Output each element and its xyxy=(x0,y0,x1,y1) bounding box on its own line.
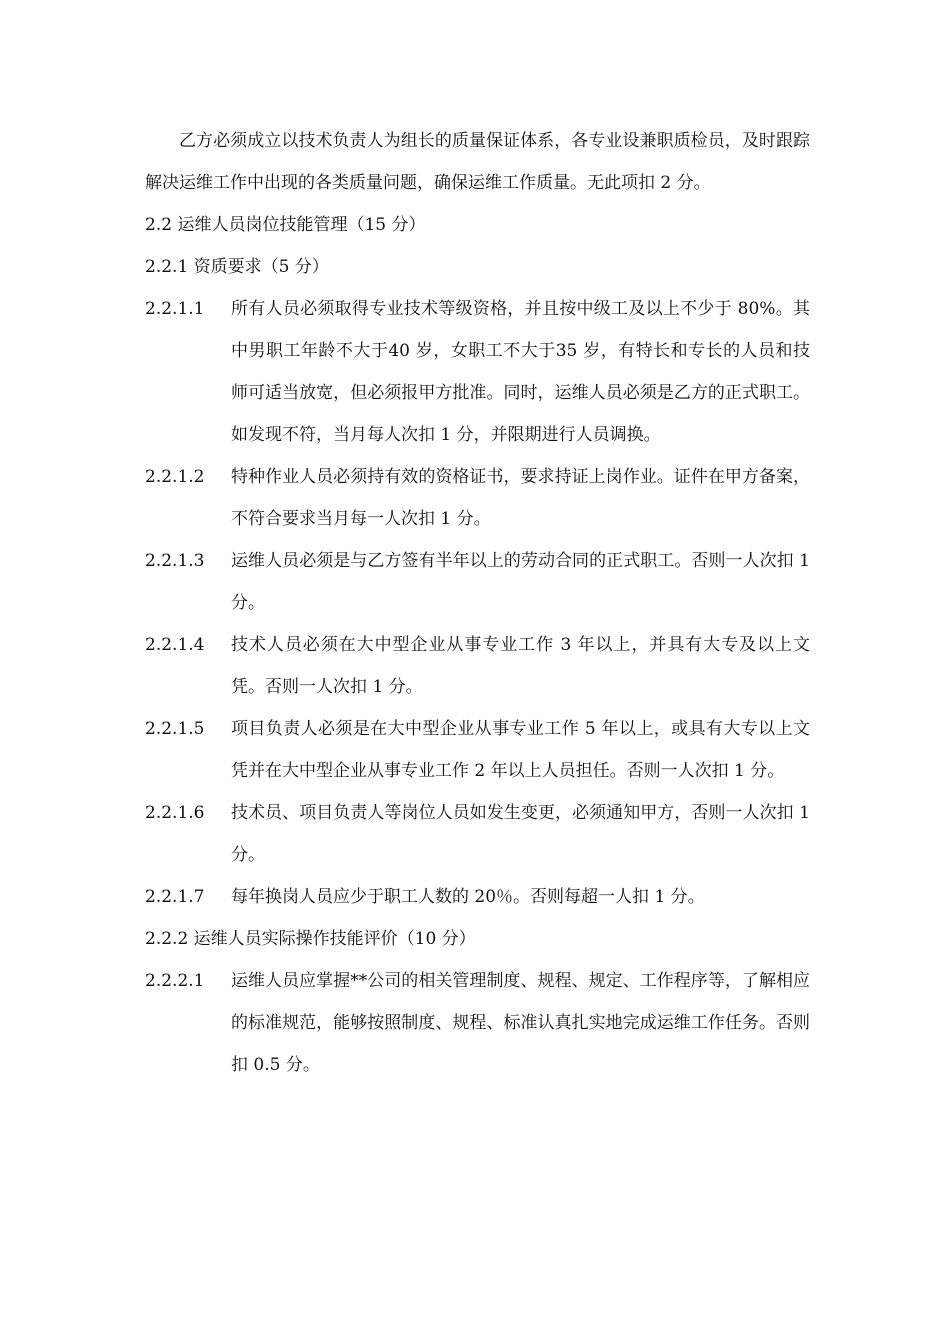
item-number: 2.2.1.6 xyxy=(145,803,205,823)
list-item-2-2-1-1 xyxy=(145,288,810,456)
document-body xyxy=(145,120,810,1086)
item-text: 所有人员必须取得专业技术等级资格，并且按中级工及以上不少于 80%。其中男职工年龄不大于40 岁，女职工不大于35 岁，有特长和专长的人员和技师可适当放宽，但必须报甲方批准。同时，运维人员必须是乙方的正式职工。如发现不符，当月每人次扣 1 分，并限期进行人员调换。 xyxy=(231,299,810,445)
item-text: 项目负责人必须是在大中型企业从事专业工作 5 年以上，或具有大专以上文凭并在大中型企业从事专业工作 2 年以上人员担任。否则一人次扣 1 分。 xyxy=(231,719,810,781)
list-item-2-2-1-6 xyxy=(145,792,810,876)
list-item-2-2-1-3 xyxy=(145,540,810,624)
item-number: 2.2.1.2 xyxy=(145,467,205,487)
item-number: 2.2.1.4 xyxy=(145,635,205,655)
item-number: 2.2.1.1 xyxy=(145,299,205,319)
list-item-2-2-1-4 xyxy=(145,624,810,708)
section-heading-2-2: 2.2 运维人员岗位技能管理（15 分） xyxy=(145,215,426,235)
item-text: 技术员、项目负责人等岗位人员如发生变更，必须通知甲方，否则一人次扣 1 分。 xyxy=(231,803,810,865)
item-text: 特种作业人员必须持有效的资格证书，要求持证上岗作业。证件在甲方备案，不符合要求当月每一人次扣 1 分。 xyxy=(231,467,810,529)
subsection-heading-2-2-1: 2.2.1 资质要求（5 分） xyxy=(145,257,329,277)
list-item-2-2-1-2 xyxy=(145,456,810,540)
list-item-2-2-1-5 xyxy=(145,708,810,792)
item-text: 技术人员必须在大中型企业从事专业工作 3 年以上，并具有大专及以上文凭。否则一人次扣 1 分。 xyxy=(231,635,810,697)
list-item-2-2-2-1 xyxy=(145,960,810,1086)
item-number: 2.2.1.3 xyxy=(145,551,205,571)
intro-paragraph: 乙方必须成立以技术负责人为组长的质量保证体系，各专业设兼职质检员，及时跟踪解决运维工作中出现的各类质量问题，确保运维工作质量。无此项扣 2 分。 xyxy=(145,131,810,193)
list-item-2-2-1-7 xyxy=(145,876,810,918)
item-number: 2.2.1.5 xyxy=(145,719,205,739)
item-number: 2.2.1.7 xyxy=(145,887,205,907)
item-text: 每年换岗人员应少于职工人数的 20％。否则每超一人扣 1 分。 xyxy=(231,887,705,907)
item-text: 运维人员应掌握**公司的相关管理制度、规程、规定、工作程序等，了解相应的标准规范，能够按照制度、规程、标准认真扎实地完成运维工作任务。否则扣 0.5 分。 xyxy=(231,971,810,1075)
item-number: 2.2.2.1 xyxy=(145,971,205,991)
subsection-heading-2-2-2: 2.2.2 运维人员实际操作技能评价（10 分） xyxy=(145,929,476,949)
item-text: 运维人员必须是与乙方签有半年以上的劳动合同的正式职工。否则一人次扣 1 分。 xyxy=(231,551,810,613)
